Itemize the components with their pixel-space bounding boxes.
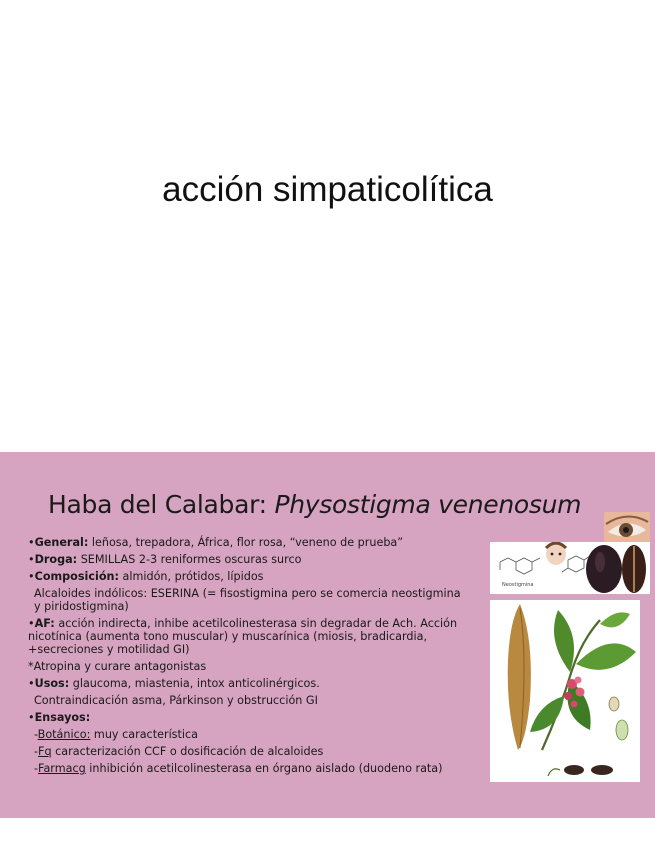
- usos-line: •Usos: glaucoma, miastenia, intox anticolinérgicos.: [28, 677, 320, 690]
- composicion-label: Composición:: [34, 570, 119, 583]
- slide-title: [48, 490, 581, 519]
- droga-line: •Droga: SEMILLAS 2-3 reniformes oscuras surco: [28, 553, 302, 566]
- botanical-illustration: [490, 600, 640, 782]
- ensayos-line: •Ensayos:: [28, 711, 91, 724]
- usos-text: glaucoma, miastenia, intox anticolinérgicos.: [69, 677, 320, 690]
- fq-text: caracterización CCF o dosificación de alcaloides: [51, 745, 324, 758]
- slide-body: [28, 536, 468, 779]
- af-label: AF:: [34, 617, 55, 630]
- farmacg-line: -Farmacg inhibición acetilcolinesterasa en órgano aislado (duodeno rata): [34, 762, 443, 775]
- general-text: leñosa, trepadora, África, flor rosa, “veneno de prueba”: [88, 536, 404, 549]
- slide-panel: [0, 452, 655, 818]
- molecule-seeds-image: [490, 542, 650, 594]
- slide-title-common: Haba del Calabar:: [48, 490, 275, 519]
- eye-photo: [604, 512, 650, 546]
- general-line: •General: leñosa, trepadora, África, flor rosa, “veneno de prueba”: [28, 536, 404, 549]
- composicion-text: almidón, prótidos, lípidos: [118, 570, 264, 583]
- antagonistas-line: *Atropina y curare antagonistas: [28, 660, 207, 673]
- molecule-caption: Neostigmina: [502, 582, 534, 588]
- farmacg-text: inhibición acetilcolinesterasa en órgano aislado (duodeno rata): [85, 762, 443, 775]
- usos-label: Usos:: [34, 677, 70, 690]
- page-title: acción simpaticolítica: [162, 170, 493, 209]
- botanico-text: muy característica: [90, 728, 199, 741]
- droga-text: SEMILLAS 2-3 reniformes oscuras surco: [77, 553, 302, 566]
- slide-title-species: Physostigma venenosum: [274, 490, 582, 519]
- contraindicacion-line: Contraindicación asma, Párkinson y obstrucción GI: [34, 694, 318, 707]
- fq-line: -Fq caracterización CCF o dosificación de alcaloides: [34, 745, 324, 758]
- af-line: •AF: acción indirecta, inhibe acetilcolinesterasa sin degradar de Ach. Acción nicotínica (aumenta tono muscular) y muscarínica (miosis, bradicardia, +secreciones y motilidad GI): [28, 617, 458, 656]
- botanico-line: -Botánico: muy característica: [34, 728, 199, 741]
- farmacg-label: Farmacg: [38, 762, 86, 775]
- alcaloides-line: Alcaloides indólicos: ESERINA (= fisostigmina pero se comercia neostigmina y piridostigmina): [34, 587, 461, 613]
- composicion-line: •Composición: almidón, prótidos, lípidos: [28, 570, 264, 583]
- af-text: acción indirecta, inhibe acetilcolinesterasa sin degradar de Ach. Acción nicotínica (aumenta tono muscular) y muscarínica (miosis, bradicardia, +secreciones y motilidad GI): [28, 617, 458, 656]
- botanico-label: Botánico:: [37, 728, 91, 741]
- fq-label: Fq: [38, 745, 52, 758]
- general-label: General:: [34, 536, 89, 549]
- ensayos-label: Ensayos:: [34, 711, 91, 724]
- droga-label: Droga:: [34, 553, 78, 566]
